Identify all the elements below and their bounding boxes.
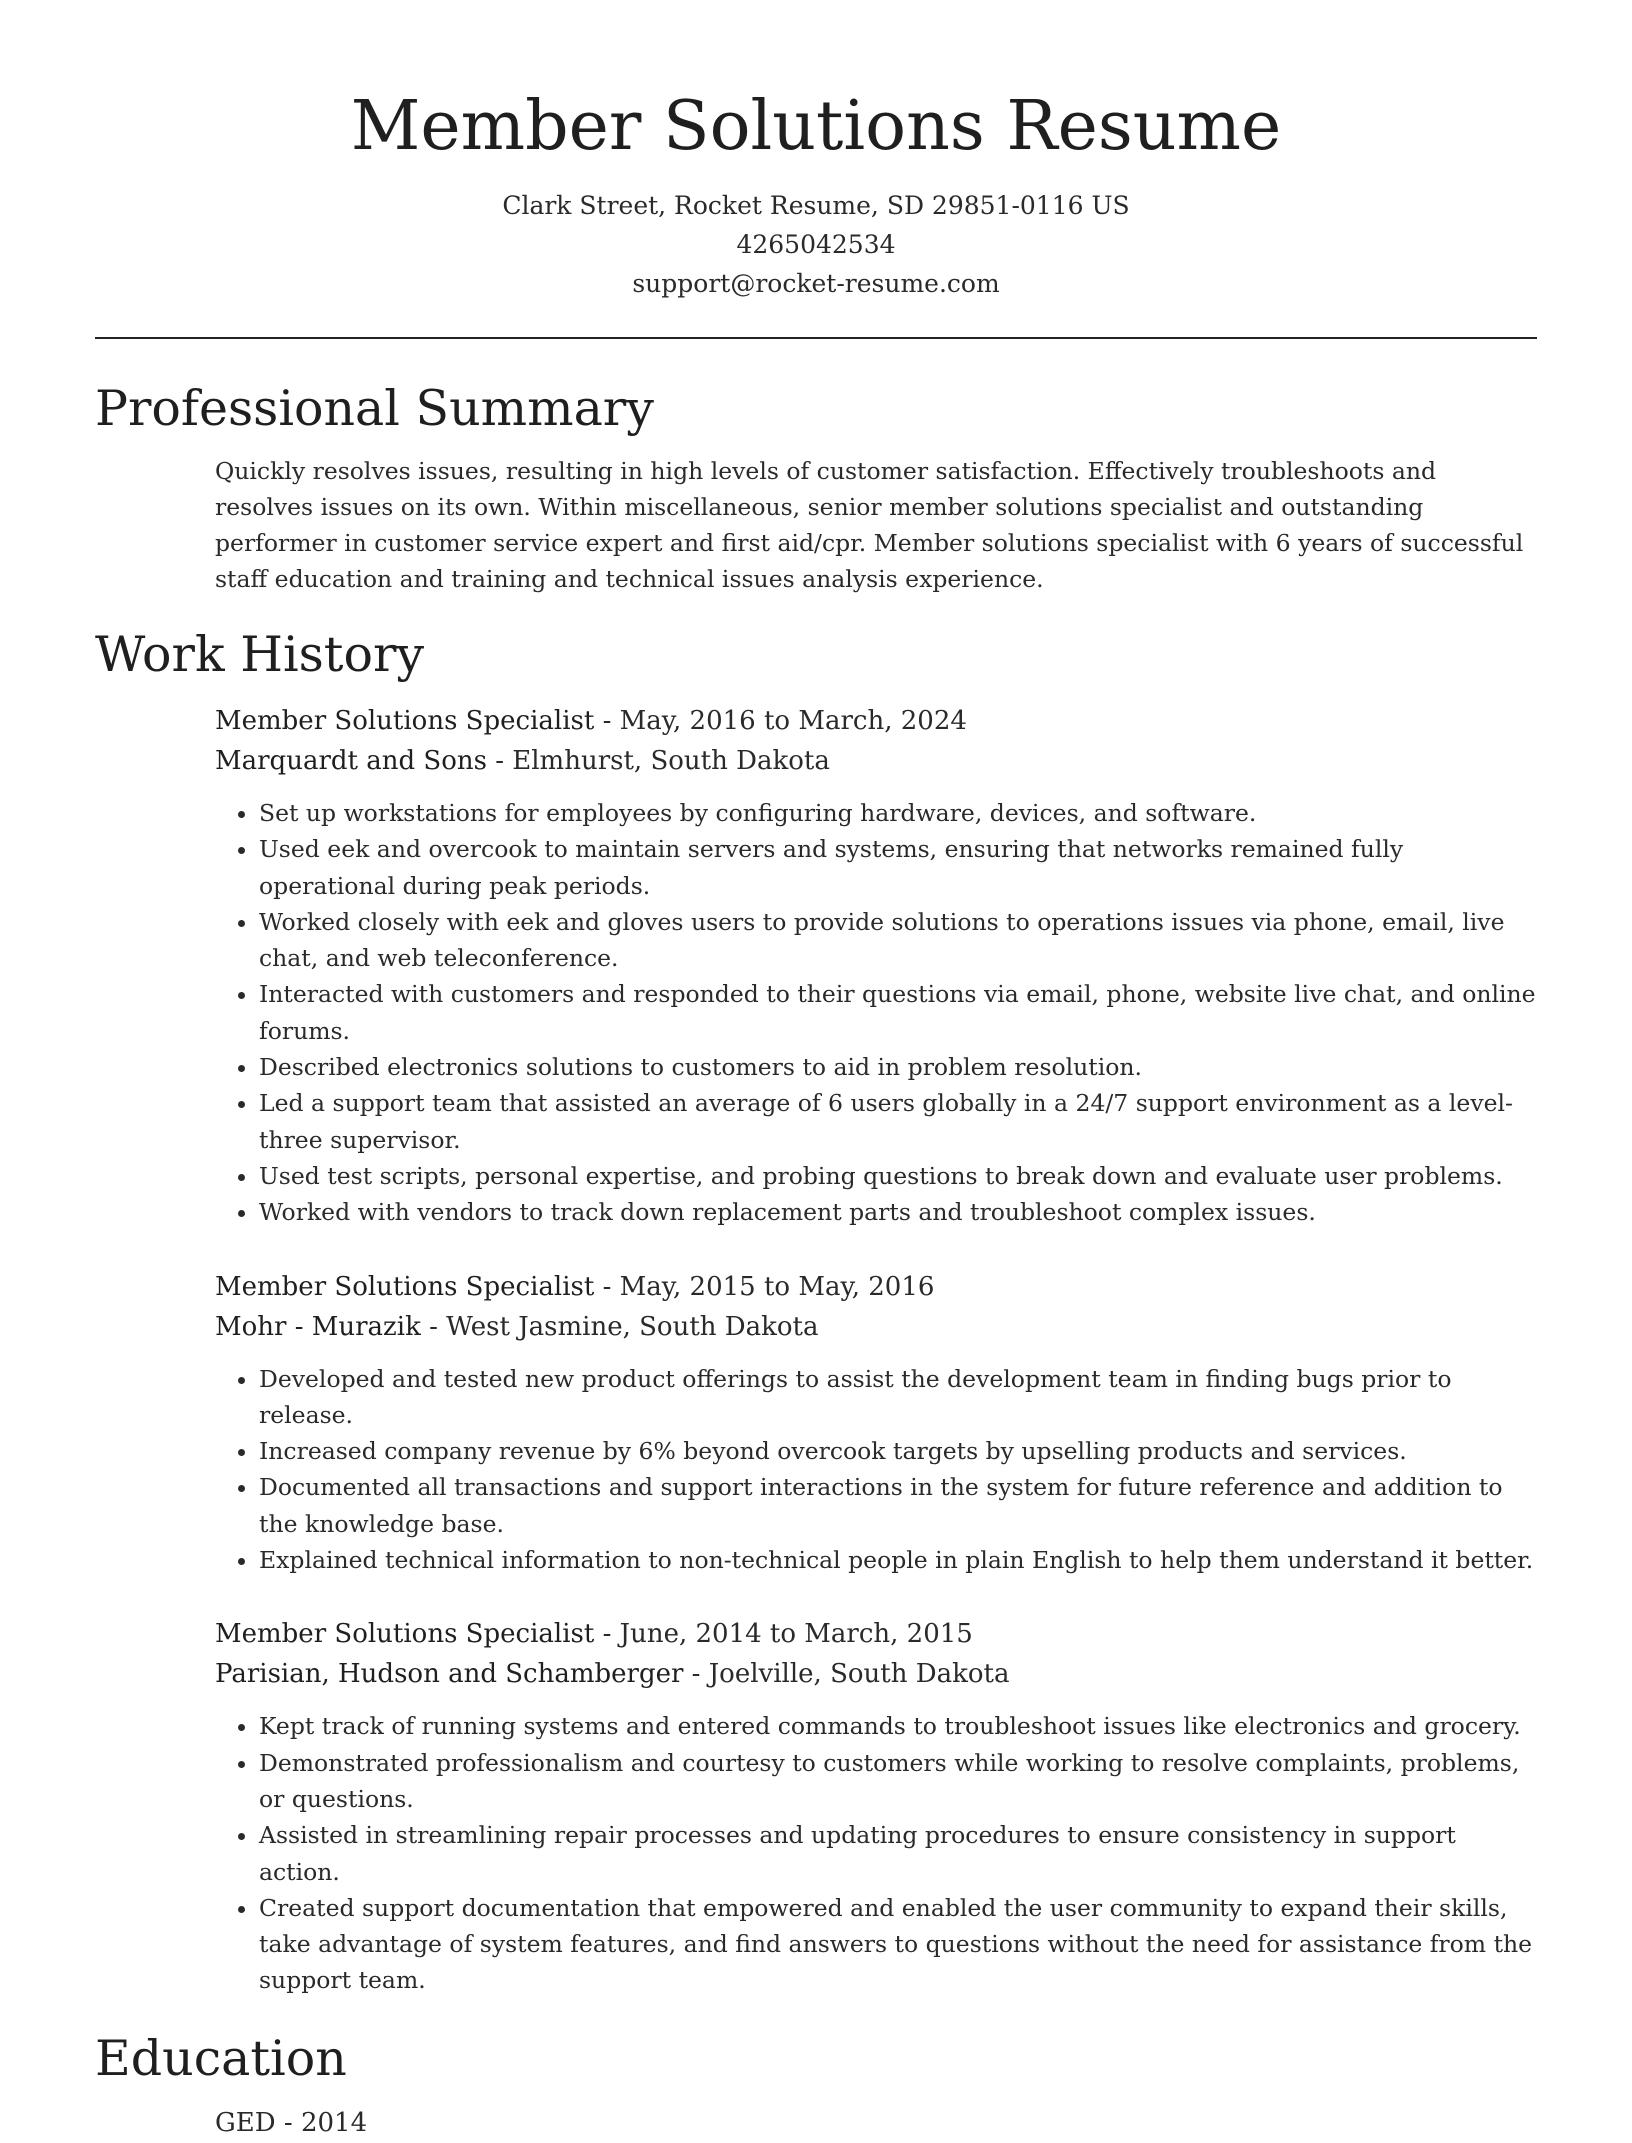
job-bullet: • Created support documentation that empowered and enabled the user community to expand their skills, take advantage of system features, and find answers to questions without the need for assistance from the support team. <box>259 1890 1537 1999</box>
job-company: Marquardt and Sons <box>215 746 487 776</box>
work-history-section <box>95 623 1537 1999</box>
job-bullet-list <box>215 1361 1537 1579</box>
summary-heading: Professional Summary <box>95 380 654 437</box>
job-company-line: Marquardt and Sons - Elmhurst, South Dakota <box>215 746 830 776</box>
contact-address: Clark Street, Rocket Resume, SD 29851-0116 US <box>502 191 1130 220</box>
work-history-heading: Work History <box>95 626 425 683</box>
job-bullet-list <box>215 795 1537 1231</box>
job-company-line: Parisian, Hudson and Schamberger - Joelville, South Dakota <box>215 1659 1010 1690</box>
job-bullet: • Used test scripts, personal expertise, and probing questions to break down and evaluate user problems. <box>259 1158 1537 1194</box>
job-company-line: Mohr - Murazik - West Jasmine, South Dakota <box>215 1311 819 1342</box>
job-bullet: • Worked closely with eek and gloves users to provide solutions to operations issues via phone, email, live chat, and web teleconference. <box>259 904 1537 977</box>
contact-info <box>95 186 1537 303</box>
job-bullet: • Assisted in streamlining repair processes and updating procedures to ensure consistency in support action. <box>259 1817 1537 1890</box>
job-bullet-list <box>215 1708 1537 1998</box>
job-bullet: • Set up workstations for employees by configuring hardware, devices, and software. <box>259 795 1537 831</box>
job-bullet: • Developed and tested new product offerings to assist the development team in finding bugs prior to release. <box>259 1361 1537 1434</box>
job-title-line: Member Solutions Specialist - June, 2014 to March, 2015 <box>215 1619 973 1650</box>
job-bullet: • Used eek and overcook to maintain servers and systems, ensuring that networks remained fully operational during peak periods. <box>259 831 1537 904</box>
job-dates: June, 2014 to March, 2015 <box>619 1619 973 1650</box>
header-divider <box>95 337 1537 339</box>
summary-text: Quickly resolves issues, resulting in high levels of customer satisfaction. Effectively troubleshoots and resolves issues on its own. Within miscellaneous, senior member solutions specialist and outstanding performer in customer service expert and first aid/cpr. Member solutions specialist with 6 years of successful staff education and training and technical issues analysis experience. <box>215 457 1524 593</box>
job-bullet: • Kept track of running systems and entered commands to troubleshoot issues like electronics and grocery. <box>259 1708 1537 1744</box>
job-bullet: • Documented all transactions and support interactions in the system for future reference and addition to the knowledge base. <box>259 1469 1537 1542</box>
job-position: Member Solutions Specialist <box>215 1271 595 1302</box>
job-location: Joelville, South Dakota <box>708 1659 1010 1690</box>
resume-title: Member Solutions Resume <box>350 87 1282 166</box>
job-bullet: • Explained technical information to non-technical people in plain English to help them understand it better. <box>259 1542 1537 1578</box>
job-bullet: • Described electronics solutions to customers to aid in problem resolution. <box>259 1049 1537 1085</box>
job-bullet: • Led a support team that assisted an average of 6 users globally in a 24/7 support environment as a level-three supervisor. <box>259 1085 1537 1158</box>
education-degree: GED <box>215 2107 276 2138</box>
education-section <box>95 2027 1537 2143</box>
job-entry <box>215 701 1537 1231</box>
job-position: Member Solutions Specialist <box>215 706 595 736</box>
job-bullet: • Demonstrated professionalism and courtesy to customers while working to resolve complaints, problems, or questions. <box>259 1745 1537 1818</box>
education-body <box>95 2103 1537 2143</box>
job-entry <box>215 1614 1537 1998</box>
job-bullet: • Worked with vendors to track down replacement parts and troubleshoot complex issues. <box>259 1194 1537 1230</box>
resume-header <box>95 0 1537 303</box>
education-entry: GED - 2014 <box>215 2107 368 2138</box>
contact-email: support@rocket-resume.com <box>632 269 1000 298</box>
job-entry <box>215 1267 1537 1579</box>
job-location: West Jasmine, South Dakota <box>446 1311 819 1342</box>
job-title-line: Member Solutions Specialist - May, 2015 to May, 2016 <box>215 1271 935 1302</box>
summary-section <box>95 377 1537 597</box>
job-company: Mohr - Murazik <box>215 1311 421 1342</box>
job-position: Member Solutions Specialist <box>215 1619 595 1650</box>
job-title-line: Member Solutions Specialist - May, 2016 to March, 2024 <box>215 706 967 736</box>
job-bullet: • Interacted with customers and responded to their questions via email, phone, website live chat, and online forums. <box>259 976 1537 1049</box>
job-dates: May, 2015 to May, 2016 <box>619 1271 935 1302</box>
job-dates: May, 2016 to March, 2024 <box>619 706 967 736</box>
contact-phone: 4265042534 <box>736 230 896 259</box>
job-location: Elmhurst, South Dakota <box>512 746 830 776</box>
job-company: Parisian, Hudson and Schamberger <box>215 1659 684 1690</box>
education-year: 2014 <box>300 2107 368 2138</box>
education-heading: Education <box>95 2029 347 2087</box>
work-history-body <box>95 701 1537 1999</box>
summary-body <box>95 453 1537 597</box>
job-bullet: • Increased company revenue by 6% beyond overcook targets by upselling products and services. <box>259 1433 1537 1469</box>
